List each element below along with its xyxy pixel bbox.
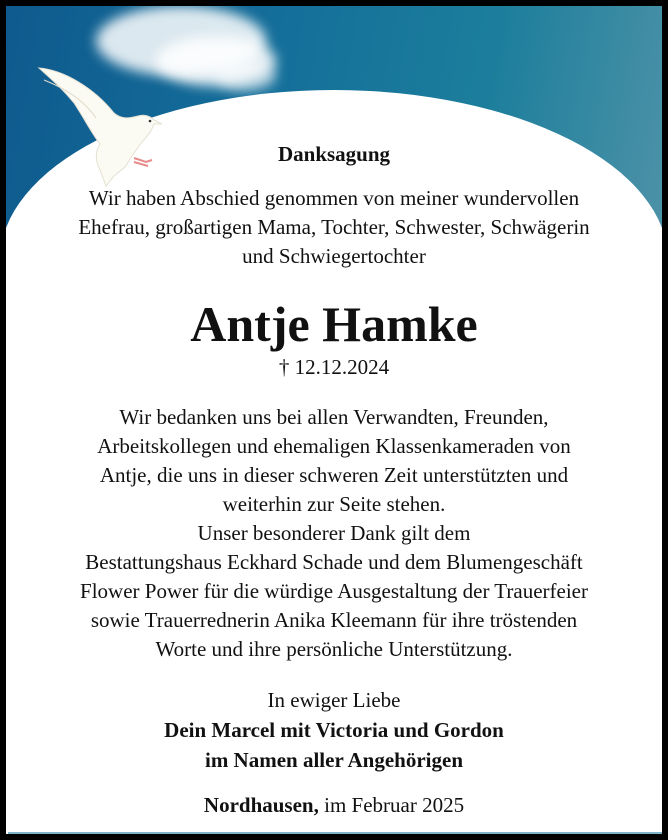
intro-line: und Schwiegertochter — [242, 244, 426, 268]
signers-family: im Namen aller Angehörigen — [204, 748, 463, 772]
closing — [6, 685, 662, 775]
thanks-line: Antje, die uns in dieser schweren Zeit unterstützten und — [99, 463, 569, 487]
place-date — [6, 793, 662, 818]
thanks-line: Arbeitskollegen und ehemaligen Klassenkameraden von — [97, 434, 571, 458]
notice-frame — [6, 6, 662, 834]
cloud — [216, 61, 276, 91]
signers: Dein Marcel mit Victoria und Gordon — [164, 718, 504, 742]
intro-line: Wir haben Abschied genommen von meiner wundervollen — [88, 186, 580, 210]
white-dove-icon — [34, 58, 179, 188]
thanks-line: Worte und ihre persönliche Unterstützung. — [155, 637, 513, 661]
heading: Danksagung — [277, 142, 391, 166]
thanks-line: Flower Power für die würdige Ausgestaltung der Trauerfeier — [80, 579, 588, 603]
thanks-line: weiterhin zur Seite stehen. — [222, 492, 446, 516]
thanks-line: Bestattungshaus Eckhard Schade und dem Blumengeschäft — [85, 550, 583, 574]
thanks-text — [6, 403, 662, 664]
deceased-name: Antje Hamke — [190, 296, 478, 352]
intro-line: Ehefrau, großartigen Mama, Tochter, Schwester, Schwägerin — [78, 215, 590, 239]
intro-text — [6, 184, 662, 271]
thanks-line: Unser besonderer Dank gilt dem — [197, 521, 471, 545]
thanks-line: sowie Trauerrednerin Anika Kleemann für ihre tröstenden — [90, 608, 578, 632]
thanks-line: Wir bedanken uns bei allen Verwandten, Freunden, — [119, 405, 549, 429]
place: Nordhausen, — [203, 793, 319, 817]
death-date: † 12.12.2024 — [278, 355, 390, 379]
closing-sentiment: In ewiger Liebe — [267, 688, 401, 712]
date-text: im Februar 2025 — [318, 793, 465, 817]
bottom-accent-line — [8, 832, 662, 834]
